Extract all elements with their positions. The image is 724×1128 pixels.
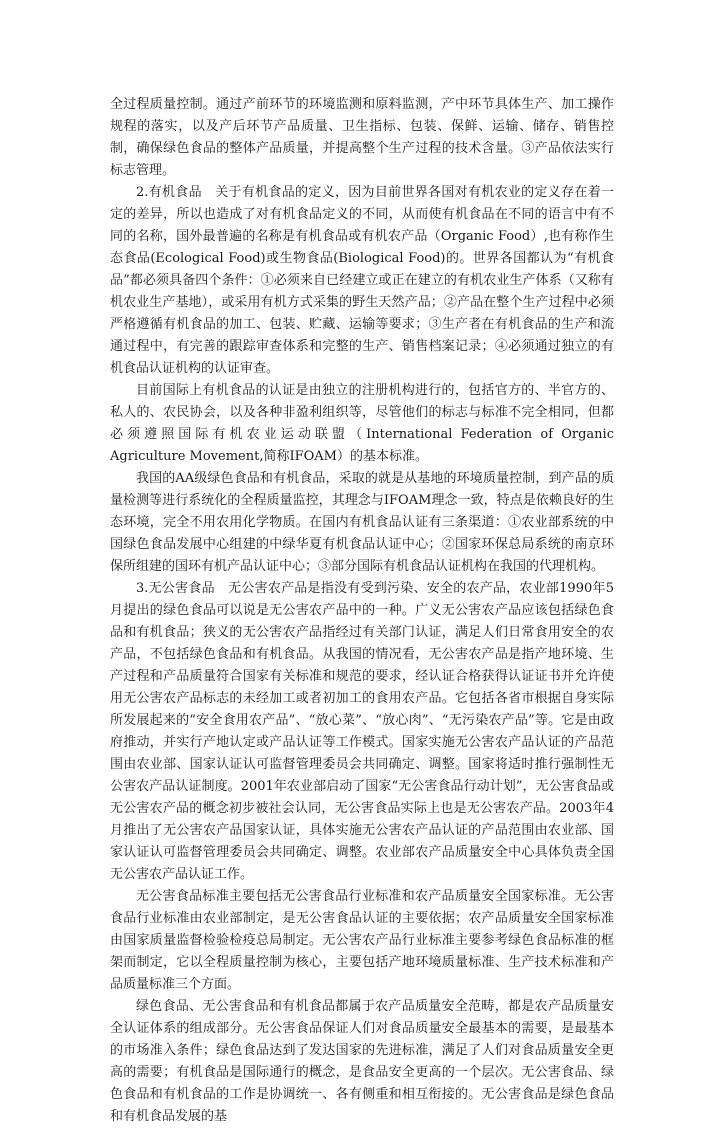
paragraph-5: 3.无公害食品 无公害农产品是指没有受到污染、安全的农产品，农业部1990年5月提出的绿色食品可以说是无公害农产品中的一种。广义无公害农产品应该包括绿色食品和有机食品；狭义的无公害农产品指经过有关部门认证，满足人们日常食用安全的农产品，不包括绿色食品和有机食品。从我国的情况看，无公害农产品是指产地环境、生产过程和产品质量符合国家有关标准和规范的要求，经认证合格获得认证证书并允许使用无公害农产品标志的未经加工或者初加工的食用农产品。它包括各省市根据自身实际所发展起来的“安全食用农产品”、“放心菜”、“放心肉”、“无污染农产品”等。它是由政府推动，并实行产地认定或产品认证等工作模式。国家实施无公害农产品认证的产品范围由农业部、国家认证认可监督管理委员会共同确定、调整。国家将适时推行强制性无公害农产品认证制度。2001年农业部启动了国家“无公害食品行动计划”，无公害食品或无公害农产品的概念初步被社会认同，无公害食品实际上也是无公害农产品。2003年4月推出了无公害农产品国家认证，具体实施无公害农产品认证的产品范围由农业部、国家认证认可监督管理委员会共同确定、调整。农业部农产品质量安全中心具体负责全国无公害农产品认证工作。 bbox=[110, 581, 614, 882]
paragraph-3: 目前国际上有机食品的认证是由独立的注册机构进行的，包括官方的、半官方的、私人的、农民协会，以及各种非盈利组织等，尽管他们的标志与标准不完全相同，但都必须遵照国际有机农业运动联盟（International Federation of Organic Agriculture Movement,简称IFOAM）的基本标准。 bbox=[110, 383, 614, 464]
paragraph-7: 绿色食品、无公害食品和有机食品都属于农产品质量安全范畴，都是农产品质量安全认证体系的组成部分。无公害食品保证人们对食品质量安全最基本的需要，是最基本的市场准入条件；绿色食品达到了发达国家的先进标准，满足了人们对食品质量安全更高的需要；有机食品是国际通行的概念，是食品安全更高的一个层次。无公害食品、绿色食品和有机食品的工作是协调统一、各有侧重和相互衔接的。无公害食品是绿色食品和有机食品发展的基 bbox=[110, 999, 614, 1124]
paragraph-1: 全过程质量控制。通过产前环节的环境监测和原料监测，产中环节具体生产、加工操作规程的落实，以及产后环节产品质量、卫生指标、包装、保鲜、运输、储存、销售控制，确保绿色食品的整体产品质量，并提高整个生产过程的技术含量。③产品依法实行标志管理。 bbox=[110, 97, 614, 178]
paragraph-4: 我国的AA级绿色食品和有机食品，采取的就是从基地的环境质量控制，到产品的质量检测等进行系统化的全程质量监控，其理念与IFOAM理念一致，特点是依赖良好的生态环境，完全不用农用化学物质。在国内有机食品认证有三条渠道：①农业部系统的中国绿色食品发展中心组建的中绿华夏有机食品认证中心；②国家环保总局系统的南京环保所组建的国环有机产品认证中心；③部分国际有机食品认证机构在我国的代理机构。 bbox=[110, 471, 614, 574]
paragraph-2: 2.有机食品 关于有机食品的定义，因为目前世界各国对有机农业的定义存在着一定的差异，所以也造成了对有机食品定义的不同，从而使有机食品在不同的语言中有不同的名称，国外最普遍的名称是有机食品或有机农产品（Organic Food）,也有称作生态食品(Ecological Food)或生物食品(Biological Food)的。世界各国都认为“有机食品”都必须具备四个条件：①必须来自已经建立或正在建立的有机农业生产体系（又称有机农业生产基地），或采用有机方式采集的野生天然产品；②产品在整个生产过程中必须严格遵循有机食品的加工、包装、贮藏、运输等要求；③生产者在有机食品的生产和流通过程中，有完善的跟踪审查体系和完整的生产、销售档案记录；④必须通过独立的有机食品认证机构的认证审查。 bbox=[110, 185, 614, 376]
paragraph-6: 无公害食品标准主要包括无公害食品行业标准和农产品质量安全国家标准。无公害食品行业标准由农业部制定，是无公害食品认证的主要依据；农产品质量安全国家标准由国家质量监督检验检疫总局制定。无公害农产品行业标准主要参考绿色食品标准的框架而制定，它以全程质量控制为核心，主要包括产地环境质量标准、生产技术标准和产品质量标准三个方面。 bbox=[110, 889, 614, 992]
document-page bbox=[110, 94, 614, 1128]
